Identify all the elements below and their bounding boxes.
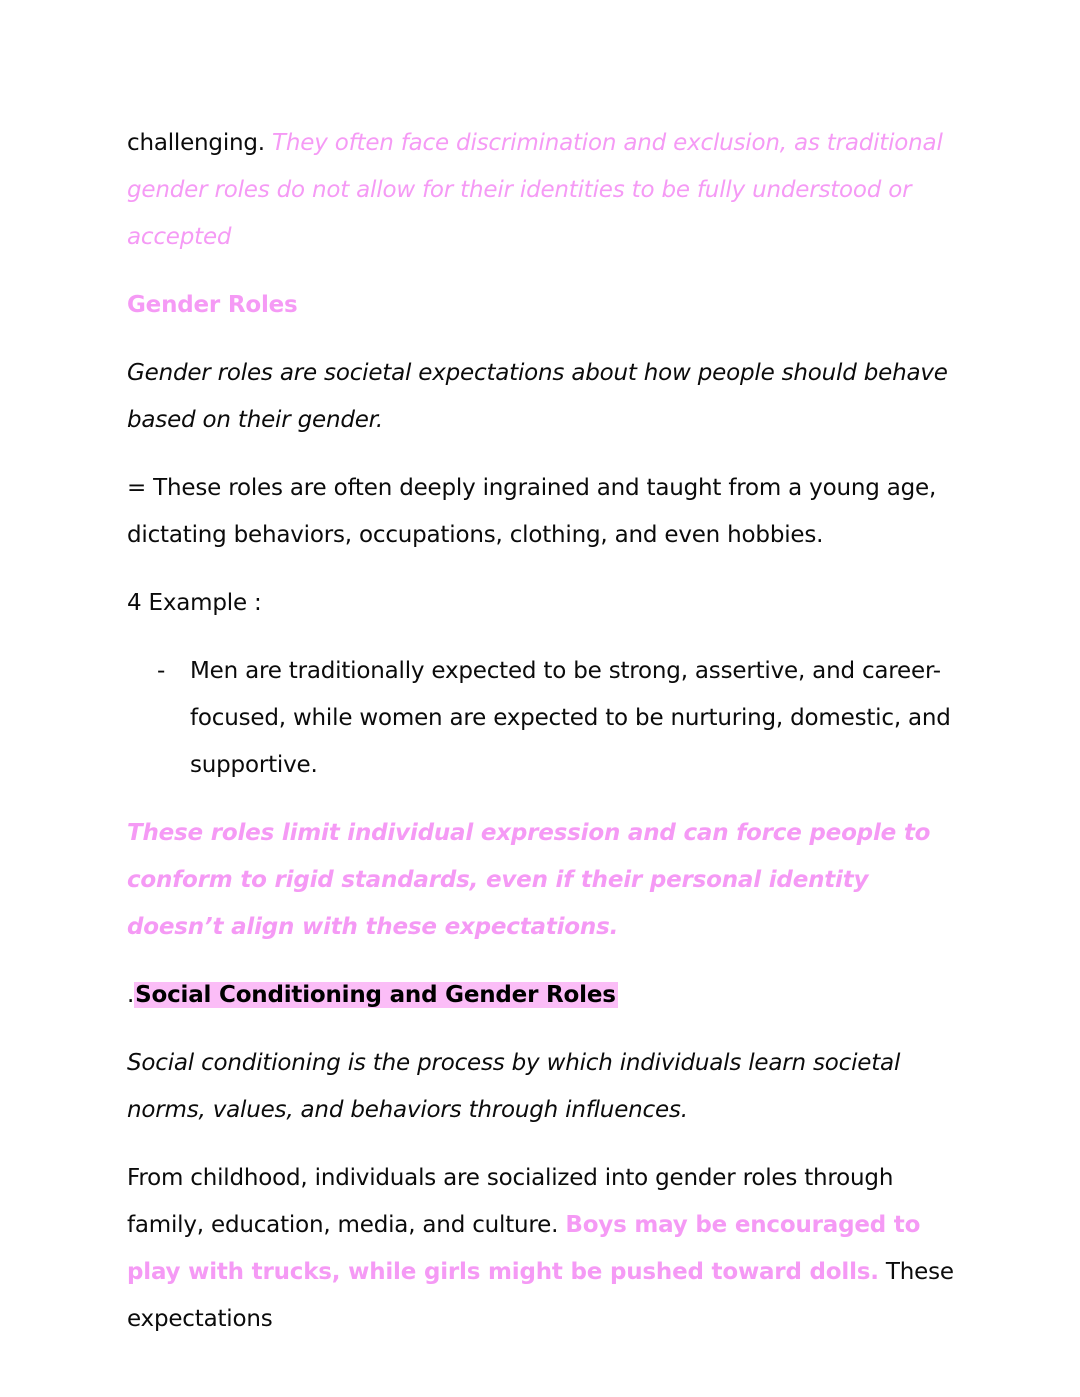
list-bullet: - — [157, 658, 166, 684]
list-item-text: Men are traditionally expected to be strong, assertive, and career-focused, while women are expected to be nurturing, domestic, and supportive. — [190, 658, 951, 778]
childhood-text: From childhood, individuals are socialized into gender roles through family, education, media, and culture. — [127, 1165, 894, 1238]
paragraph-intro — [127, 120, 957, 261]
definition-social-conditioning: Social conditioning is the process by which individuals learn societal norms, values, and behaviors through influences. — [127, 1050, 901, 1123]
childhood-pink-bold-text: Boys may be encouraged to play with trucks, while girls might be pushed toward dolls. — [127, 1212, 921, 1285]
example-list — [127, 648, 957, 789]
intro-text: challenging. — [127, 130, 265, 156]
heading-prefix: . — [127, 982, 135, 1008]
heading-social-conditioning: Social Conditioning and Gender Roles — [135, 982, 616, 1008]
document-body — [127, 120, 957, 1364]
heading-gender-roles: Gender Roles — [127, 292, 298, 318]
definition-gender-roles: Gender roles are societal expectations about how people should behave based on their gender. — [127, 360, 948, 433]
emphasis-paragraph: These roles limit individual expression and can force people to conform to rigid standards, even if their personal identity doesn’t align with these expectations. — [127, 820, 931, 940]
heading-social-conditioning-line — [127, 972, 957, 1019]
example-label: 4 Example : — [127, 590, 262, 616]
explanation-paragraph: = These roles are often deeply ingrained and taught from a young age, dictating behaviors, occupations, clothing, and even hobbies. — [127, 475, 937, 548]
childhood-end-text: These expectations — [127, 1259, 954, 1332]
paragraph-childhood — [127, 1155, 957, 1343]
intro-pink-italic-text: They often face discrimination and exclusion, as traditional gender roles do not allow for their identities to be fully understood or accepted — [127, 130, 943, 250]
list-item — [127, 648, 957, 789]
